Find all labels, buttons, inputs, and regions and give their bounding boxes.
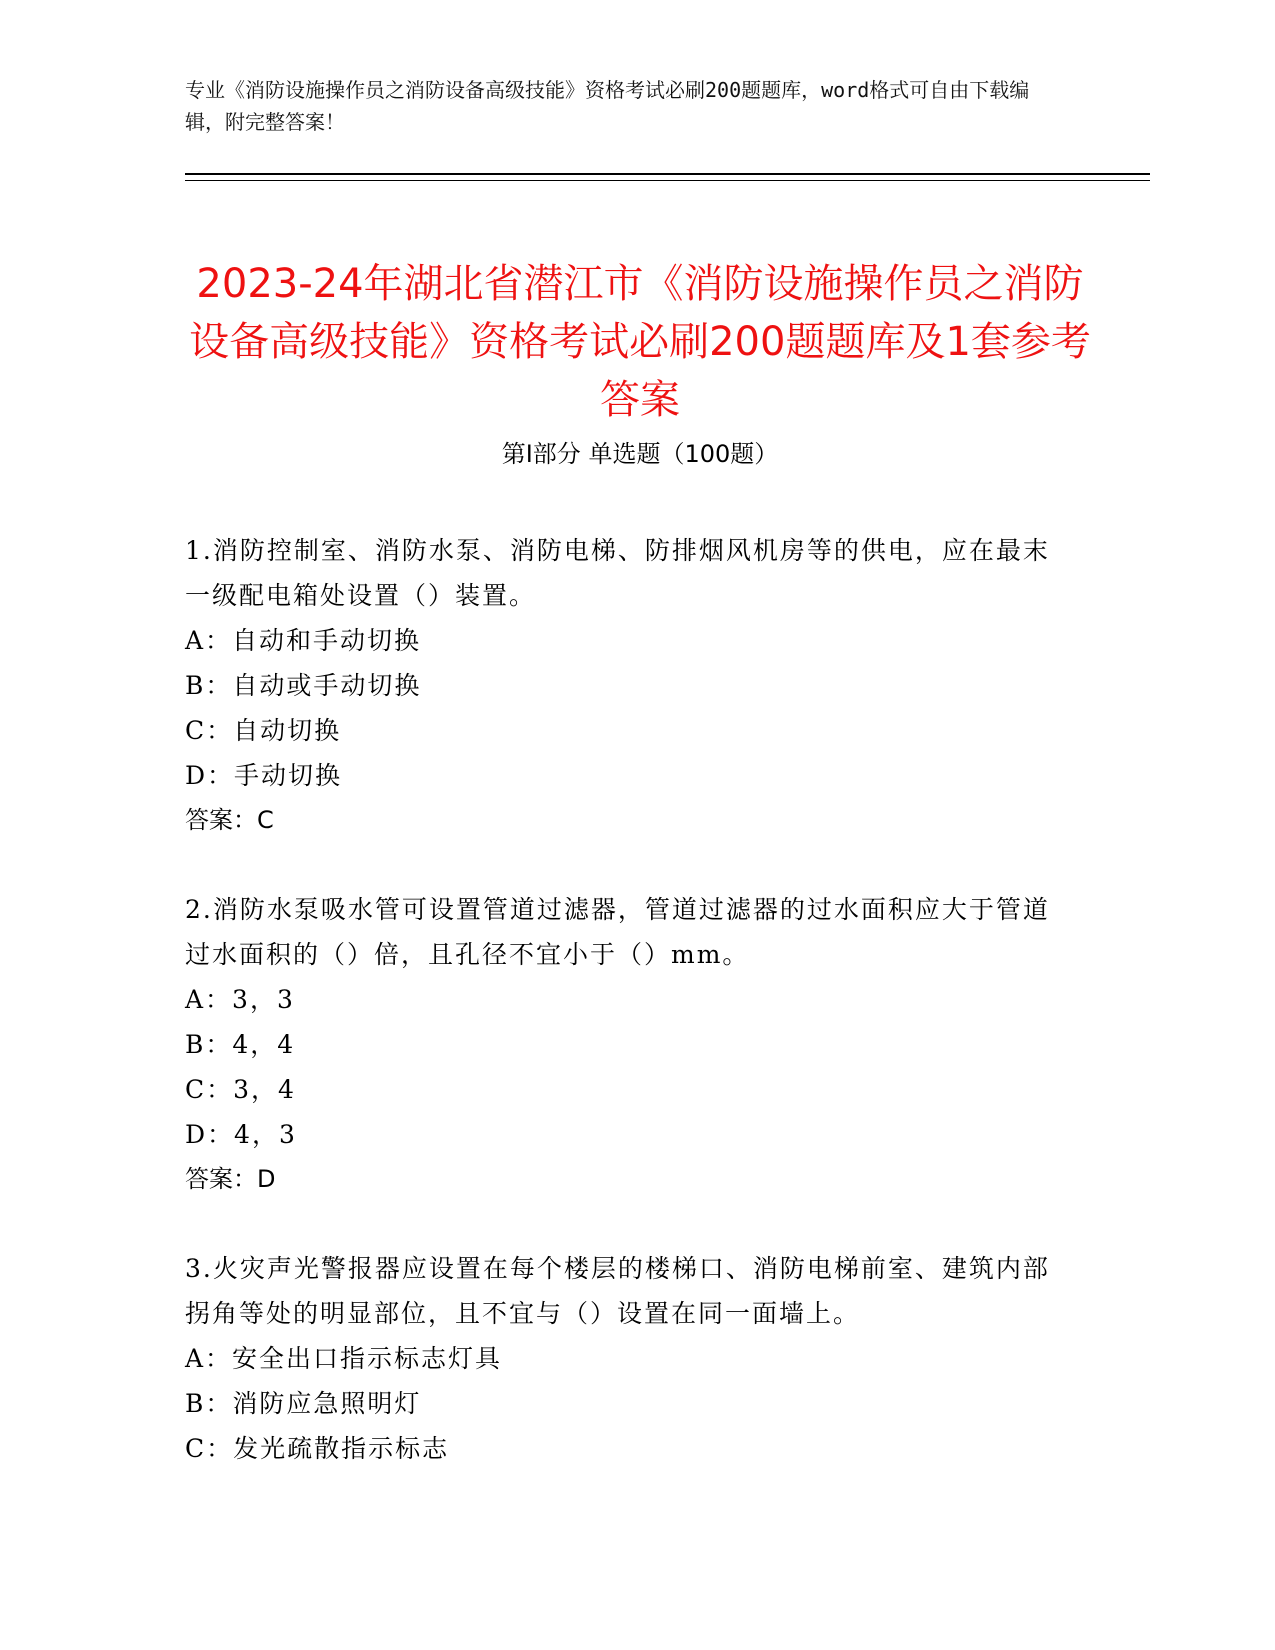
option-c: C：发光疏散指示标志 (185, 1434, 450, 1463)
option-a: A：3，3 (185, 985, 295, 1014)
option-b: B：4，4 (185, 1030, 296, 1059)
option-c: C：3，4 (185, 1075, 296, 1104)
question-item (185, 1246, 1065, 1471)
option-b: B：消防应急照明灯 (185, 1389, 422, 1418)
option-a: A：安全出口指示标志灯具 (185, 1344, 503, 1373)
header-divider-thin (185, 180, 1150, 181)
question-list (185, 528, 1065, 1515)
header-divider-thick (185, 173, 1150, 175)
option-c: C：自动切换 (185, 716, 342, 745)
option-d: D：4，3 (185, 1120, 297, 1149)
answer-line: 答案：C (185, 806, 274, 834)
option-d: D：手动切换 (185, 761, 343, 790)
option-b: B：自动或手动切换 (185, 671, 422, 700)
question-text: 3.火灾声光警报器应设置在每个楼层的楼梯口、消防电梯前室、建筑内部拐角等处的明显部位，且不宜与（）设置在同一面墙上。 (185, 1254, 1050, 1328)
header-note: 专业《消防设施操作员之消防设备高级技能》资格考试必刷200题题库，word格式可自由下载编辑，附完整答案！ (185, 78, 1030, 134)
answer-line: 答案：D (185, 1165, 276, 1193)
question-text: 2.消防水泵吸水管可设置管道过滤器，管道过滤器的过水面积应大于管道过水面积的（）倍，且孔径不宜小于（）mm。 (185, 895, 1050, 969)
option-a: A：自动和手动切换 (185, 626, 422, 655)
section-title: 第Ⅰ部分 单选题（100题） (501, 440, 779, 468)
question-item (185, 528, 1065, 843)
question-text: 1.消防控制室、消防水泵、消防电梯、防排烟风机房等的供电，应在最末一级配电箱处设置（）装置。 (185, 536, 1050, 610)
document-title: 2023-24年湖北省潜江市《消防设施操作员之消防设备高级技能》资格考试必刷200题题库及1套参考答案 (189, 260, 1091, 423)
question-item (185, 887, 1065, 1202)
